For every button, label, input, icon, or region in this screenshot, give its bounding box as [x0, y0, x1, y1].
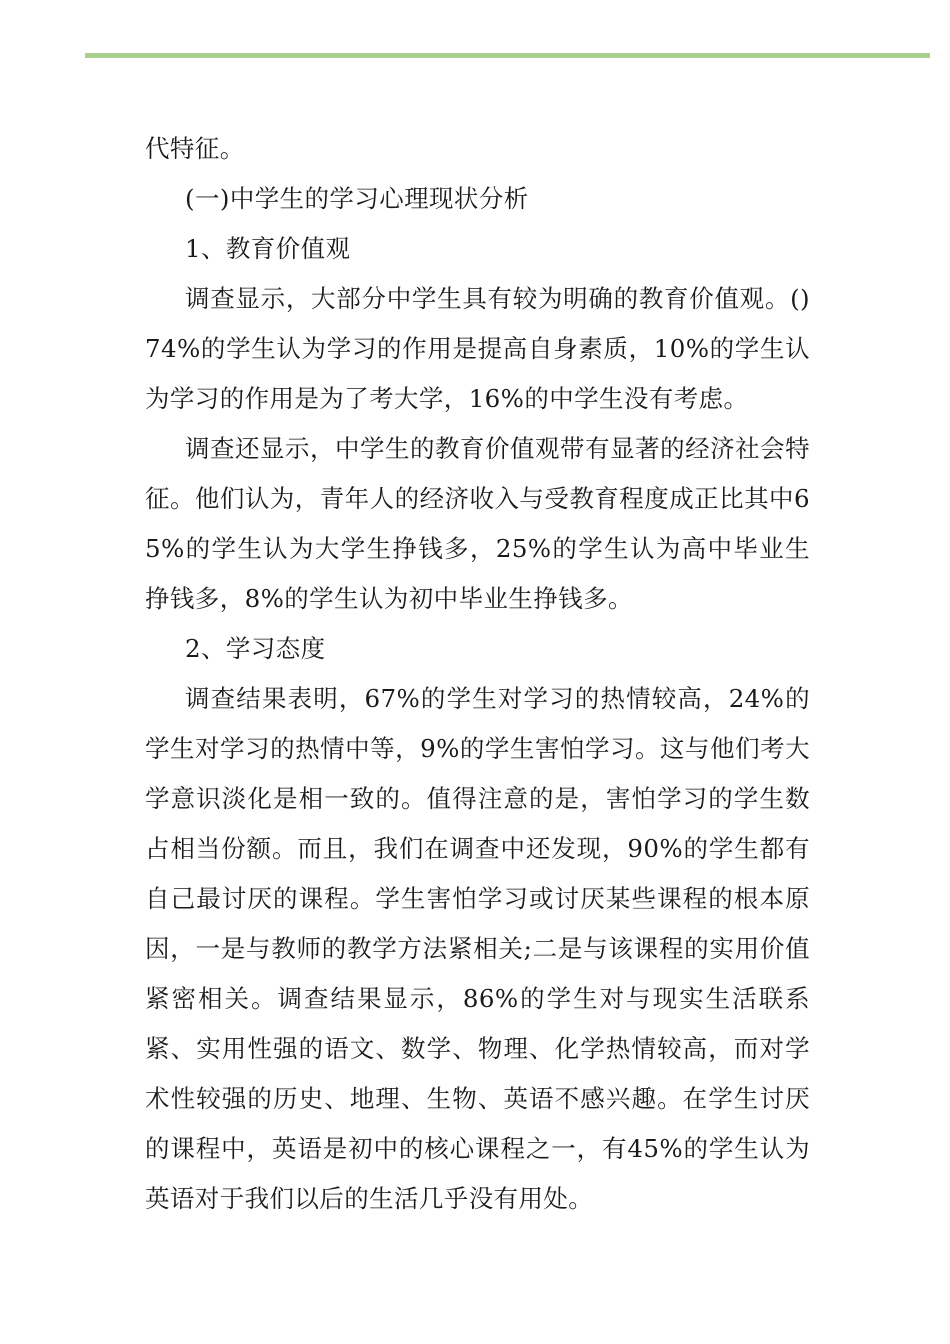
- subheading-learning-attitude: 2、学习态度: [185, 634, 326, 663]
- paragraph-economic-features: 调查还显示，中学生的教育价值观带有显著的经济社会特征。他们认为，青年人的经济收入与受教育程度成正比其中65%的学生认为大学生挣钱多，25%的学生认为高中毕业生挣钱多，8%的学生认为初中毕业生挣钱多。: [145, 434, 810, 613]
- paragraph-education-values: 调查显示，大部分中学生具有较为明确的教育价值观。()74%的学生认为学习的作用是提高自身素质，10%的学生认为学习的作用是为了考大学，16%的中学生没有考虑。: [145, 284, 810, 413]
- header-rule: [85, 53, 930, 58]
- document-body: [145, 124, 810, 1224]
- section-heading: (一)中学生的学习心理现状分析: [185, 184, 529, 213]
- continuation-text: 代特征。: [145, 134, 245, 163]
- paragraph-learning-attitude: 调查结果表明，67%的学生对学习的热情较高，24%的学生对学习的热情中等，9%的学生害怕学习。这与他们考大学意识淡化是相一致的。值得注意的是，害怕学习的学生数占相当份额。而且，我们在调查中还发现，90%的学生都有自己最讨厌的课程。学生害怕学习或讨厌某些课程的根本原因，一是与教师的教学方法紧相关;二是与该课程的实用价值紧密相关。调查结果显示，86%的学生对与现实生活联系紧、实用性强的语文、数学、物理、化学热情较高，而对学术性较强的历史、地理、生物、英语不感兴趣。在学生讨厌的课程中，英语是初中的核心课程之一，有45%的学生认为英语对于我们以后的生活几乎没有用处。: [145, 684, 810, 1213]
- subheading-education-values: 1、教育价值观: [185, 234, 351, 263]
